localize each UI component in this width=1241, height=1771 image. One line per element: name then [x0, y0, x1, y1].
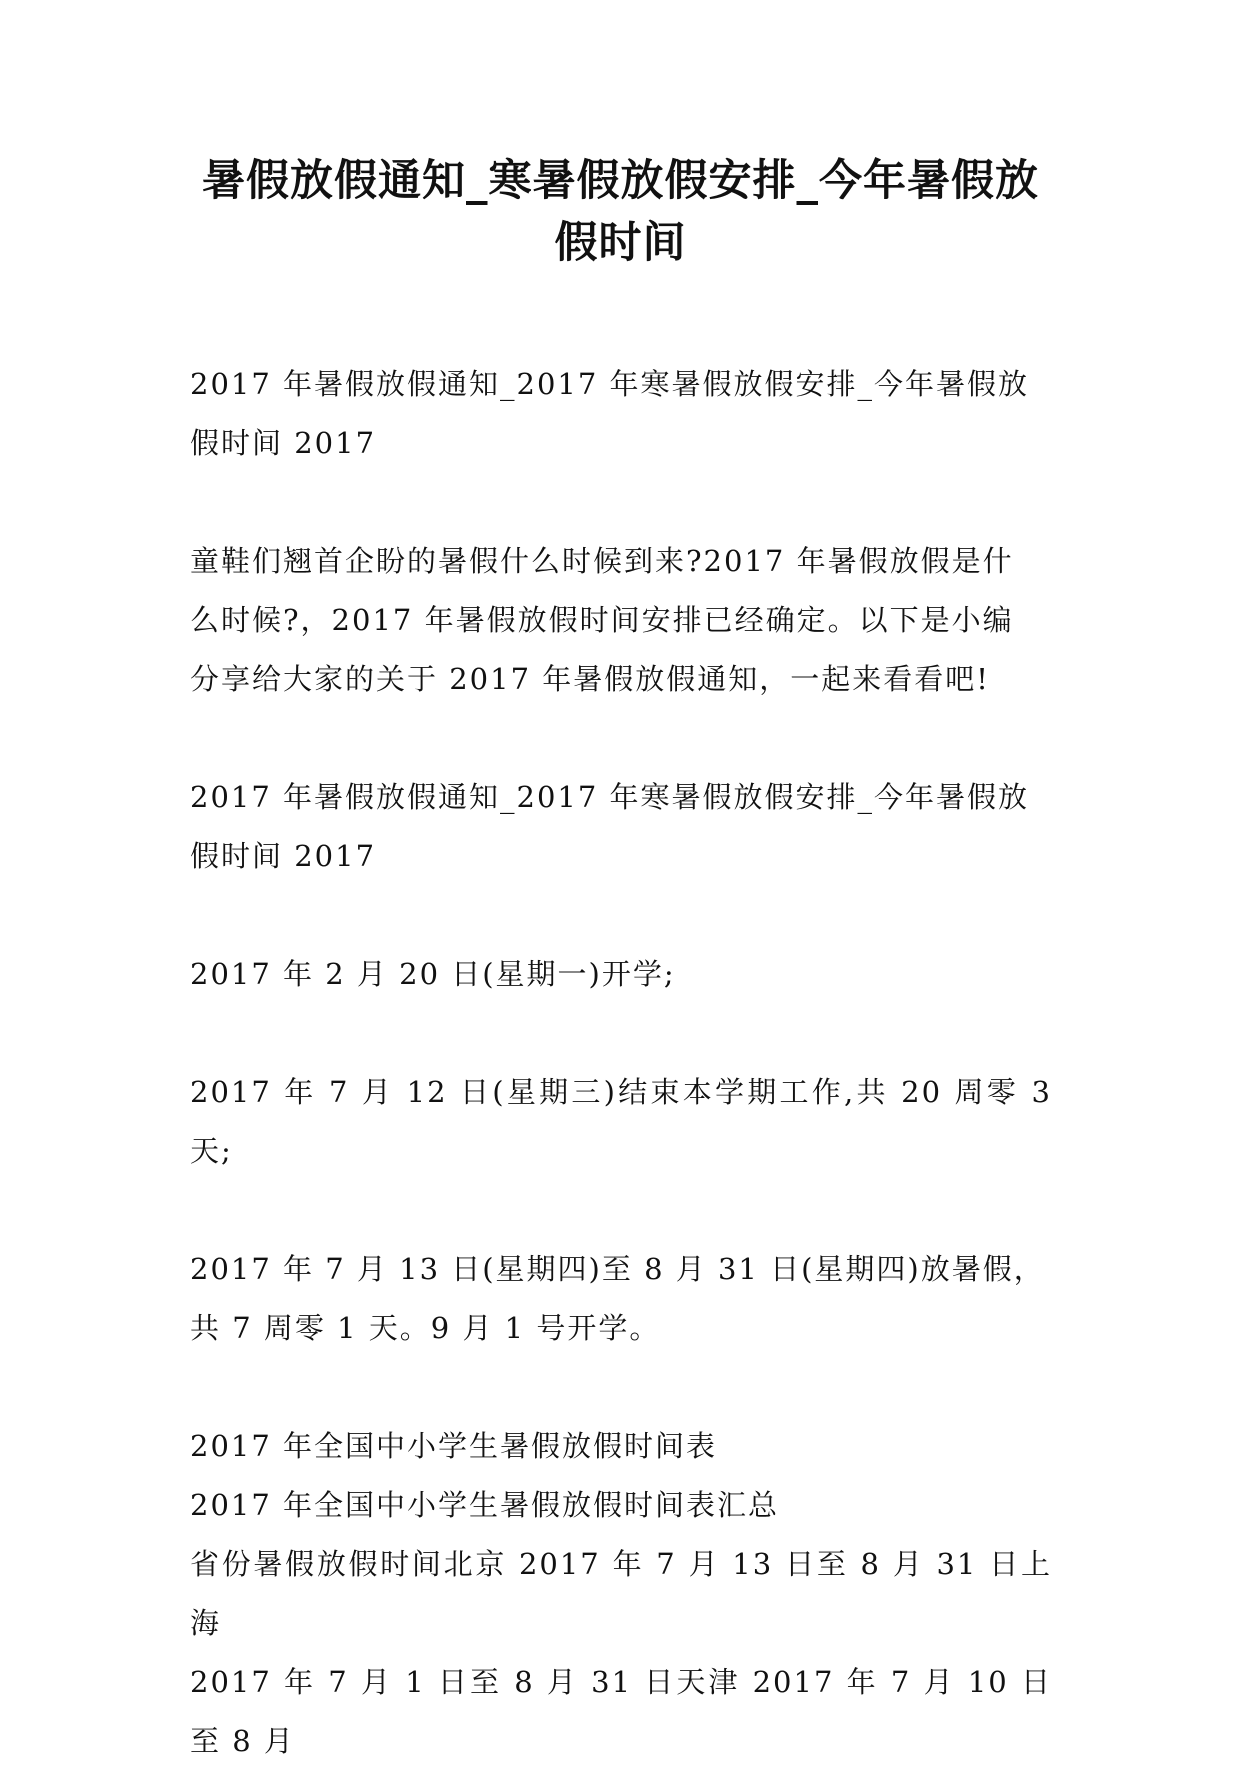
document-title [150, 150, 1091, 274]
text-line: 省份暑假放假时间北京 2017 年 7 月 13 日至 8 月 31 日上海 [190, 1547, 1052, 1640]
text-line: 2017 年暑假放假通知_2017 年寒暑假放假安排_今年暑假放 [190, 367, 1030, 401]
text-line: 2017 年 7 月 1 日至 8 月 31 日天津 2017 年 7 月 10 日至 8 月 [190, 1665, 1052, 1758]
text-line: 共 7 周零 1 天。9 月 1 号开学。 [190, 1311, 661, 1345]
text-line: 2017 年全国中小学生暑假放假时间表 [190, 1429, 718, 1463]
document-body [190, 355, 1052, 1771]
paragraph-heading-repeat [190, 768, 1052, 886]
text-line: 么时候?，2017 年暑假放假时间安排已经确定。以下是小编 [190, 603, 1014, 637]
text-line: 童鞋们翘首企盼的暑假什么时候到来?2017 年暑假放假是什 [190, 544, 1014, 578]
text-line: 2017 年 2 月 20 日(星期一)开学; [190, 957, 676, 991]
paragraph-school-start [190, 945, 1052, 1004]
text-line: 2017 年 7 月 13 日(星期四)至 8 月 31 日(星期四)放暑假， [190, 1252, 1045, 1286]
paragraph-semester-end [190, 1063, 1052, 1181]
paragraph-national-schedule [190, 1417, 1052, 1771]
text-line: 2017 年暑假放假通知_2017 年寒暑假放假安排_今年暑假放 [190, 780, 1030, 814]
text-line: 分享给大家的关于 2017 年暑假放假通知，一起来看看吧! [190, 662, 990, 696]
paragraph-intro-heading [190, 355, 1052, 473]
text-line: 假时间 2017 [190, 426, 377, 460]
paragraph-intro [190, 532, 1052, 709]
text-line: 假时间 2017 [190, 839, 377, 873]
paragraph-summer-break [190, 1240, 1052, 1358]
text-line: 2017 年全国中小学生暑假放假时间表汇总 [190, 1488, 780, 1522]
title-line-1: 暑假放假通知_寒暑假放假安排_今年暑假放 [202, 156, 1039, 206]
title-line-2: 假时间 [554, 218, 687, 268]
text-line: 2017 年 7 月 12 日(星期三)结束本学期工作,共 20 周零 3 天; [190, 1075, 1052, 1168]
